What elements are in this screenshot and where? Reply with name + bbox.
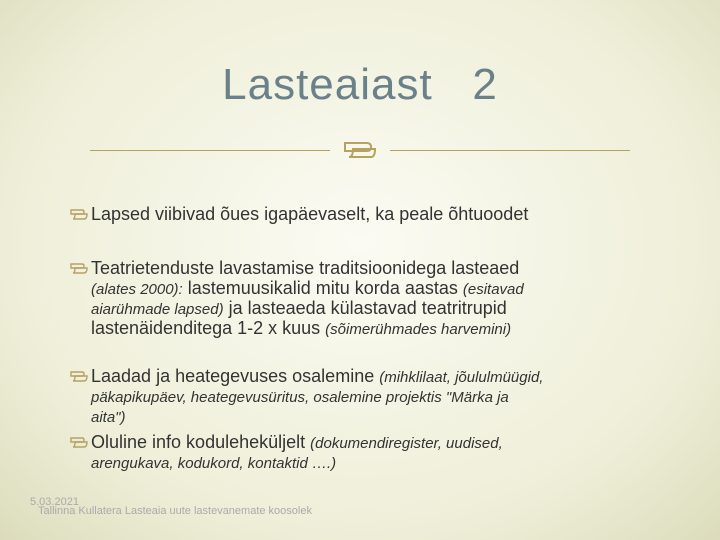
bullet-note: (esitavad xyxy=(462,281,524,298)
bullet-note: (dokumendiregister, uudised, xyxy=(310,435,503,452)
bullet-text: Laadad ja heategevuses osalemine xyxy=(91,366,380,386)
bullet-line xyxy=(91,452,661,474)
bullet-text: ja lasteaeda külastavad teatritrupid xyxy=(223,298,507,318)
scroll-bullet-icon xyxy=(70,262,88,276)
scroll-bullet-icon xyxy=(70,436,88,450)
bullet-note: päkapikupäev, heategevusüritus, osalemine projektis "Märka ja xyxy=(91,389,509,406)
bullet-line xyxy=(91,278,661,300)
bullet-line xyxy=(91,386,661,408)
divider-line-right xyxy=(390,150,630,151)
bullet-text: Lapsed viibivad õues igapäevaselt, ka peale õhtuoodet xyxy=(91,204,529,224)
bullet-text: lastemuusikalid mitu korda aastas xyxy=(182,278,463,298)
bullet-note: aiarühmade lapsed) xyxy=(91,301,224,318)
divider-line-left xyxy=(90,150,330,151)
bullet-text: Teatrietenduste lavastamise traditsioonidega lasteaed xyxy=(91,258,520,278)
bullet-line xyxy=(91,432,661,454)
bullet-text: lastenäidenditega 1-2 x kuus xyxy=(91,318,326,338)
scroll-ornament-icon xyxy=(342,138,378,162)
footer-org: Tallinna Kullatera Lasteaia uute lastevanemate koosolek xyxy=(38,505,312,517)
bullet-text: Oluline info koduleheküljelt xyxy=(91,432,311,452)
scroll-bullet-icon xyxy=(70,370,88,384)
bullet-note: aita") xyxy=(91,409,126,426)
bullet-line xyxy=(91,406,661,428)
slide-title: Lasteaiast 2 xyxy=(222,60,498,109)
bullet-line xyxy=(91,258,661,278)
footer-date: 5.03.2021 xyxy=(30,496,79,508)
scroll-bullet-icon xyxy=(70,208,88,222)
bullet-note: (sõimerühmades harvemini) xyxy=(325,321,512,338)
bullet-line xyxy=(91,204,661,224)
bullet-line xyxy=(91,298,661,320)
bullet-note: (mihklilaat, jõululmüügid, xyxy=(379,369,544,386)
bullet-line xyxy=(91,366,661,388)
title-divider xyxy=(90,150,630,152)
bullet-note: arengukava, kodukord, kontaktid ….) xyxy=(91,455,337,472)
bullet-note: (alates 2000): xyxy=(91,281,183,298)
bullet-line xyxy=(91,318,661,340)
